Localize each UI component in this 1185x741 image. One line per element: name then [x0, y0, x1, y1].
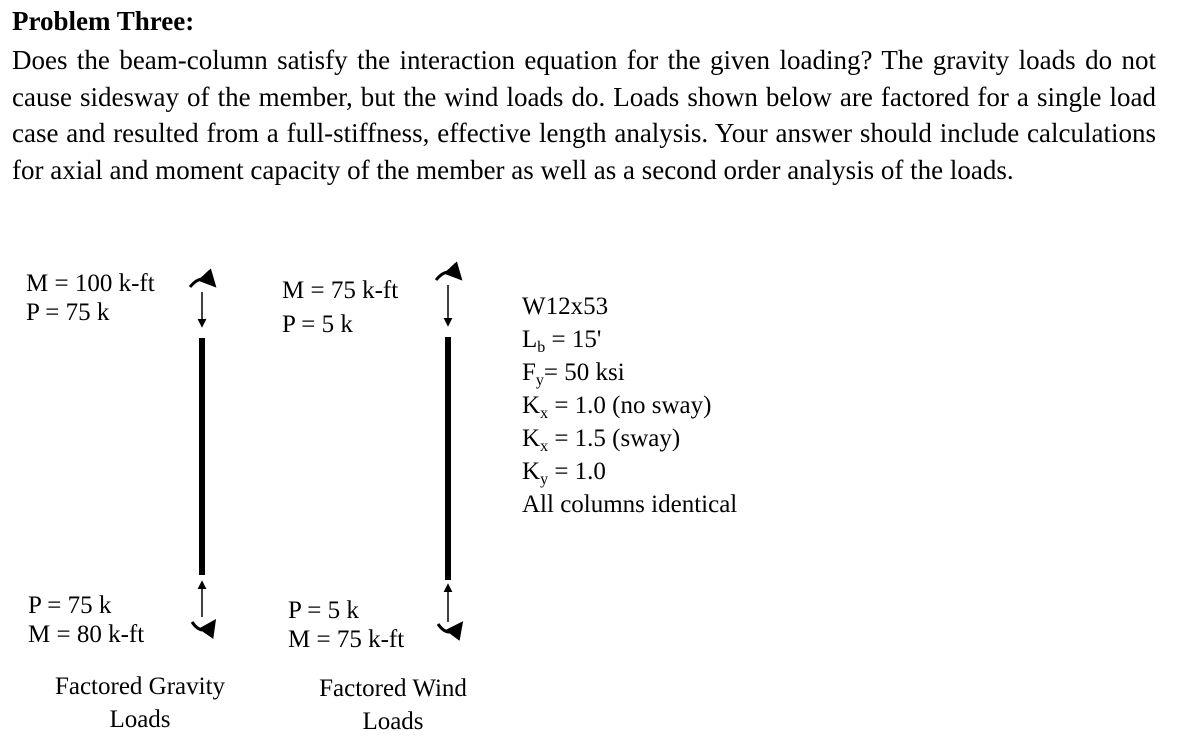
wind-top-axial: P = 5 k: [282, 311, 353, 338]
gravity-top-moment-arrow: [190, 279, 214, 287]
wind-caption-line1: Factored Wind: [319, 675, 467, 702]
wind-column: [436, 272, 461, 632]
identical-note: All columns identical: [522, 491, 738, 518]
wind-column-member: [445, 337, 451, 580]
gravity-caption-line1: Factored Gravity: [54, 673, 226, 700]
ky-factor: $K_y = 1.0$: [522, 458, 606, 488]
problem-title: Problem Three:: [12, 6, 195, 36]
gravity-bottom-moment: M = 80 k-ft: [28, 621, 145, 648]
gravity-bottom-axial: P = 75 k: [28, 592, 112, 619]
gravity-column-member: [199, 338, 205, 575]
wind-caption-line2: Loads: [362, 708, 424, 735]
kx-no-sway: $K_x = 1.0$ (no sway): [522, 392, 712, 422]
kx-sway: $K_x = 1.5$ (sway): [522, 425, 681, 455]
gravity-top-moment: M = 100 k-ft: [26, 270, 155, 297]
wind-bottom-moment: M = 75 k-ft: [288, 626, 405, 653]
gravity-bottom-moment-arrow: [192, 622, 214, 630]
problem-statement: Does the beam-column satisfy the interaction equation for the given loading? The gravity loads do not cause sidesway of the member, but the wind loads do. Loads shown below are factored for a single load case and resulted from a full-stiffness, effective length analysis. Your answer should include calculations for axial and moment capacity of the member as well as a second order analysis of the loads.: [12, 45, 1156, 185]
wind-top-moment-arrow: [436, 272, 460, 280]
yield-stress: $F_y= 50$ ksi: [522, 359, 625, 389]
gravity-column: [190, 279, 214, 630]
wind-top-moment: M = 75 k-ft: [282, 277, 399, 304]
gravity-top-axial: P = 75 k: [26, 299, 110, 326]
unbraced-length: $L_b = 15'$: [522, 326, 602, 356]
gravity-caption-line2: Loads: [109, 706, 171, 733]
wind-bottom-axial: P = 5 k: [288, 597, 359, 624]
section-name: W12x53: [522, 293, 609, 320]
wind-bottom-moment-arrow: [438, 624, 461, 632]
